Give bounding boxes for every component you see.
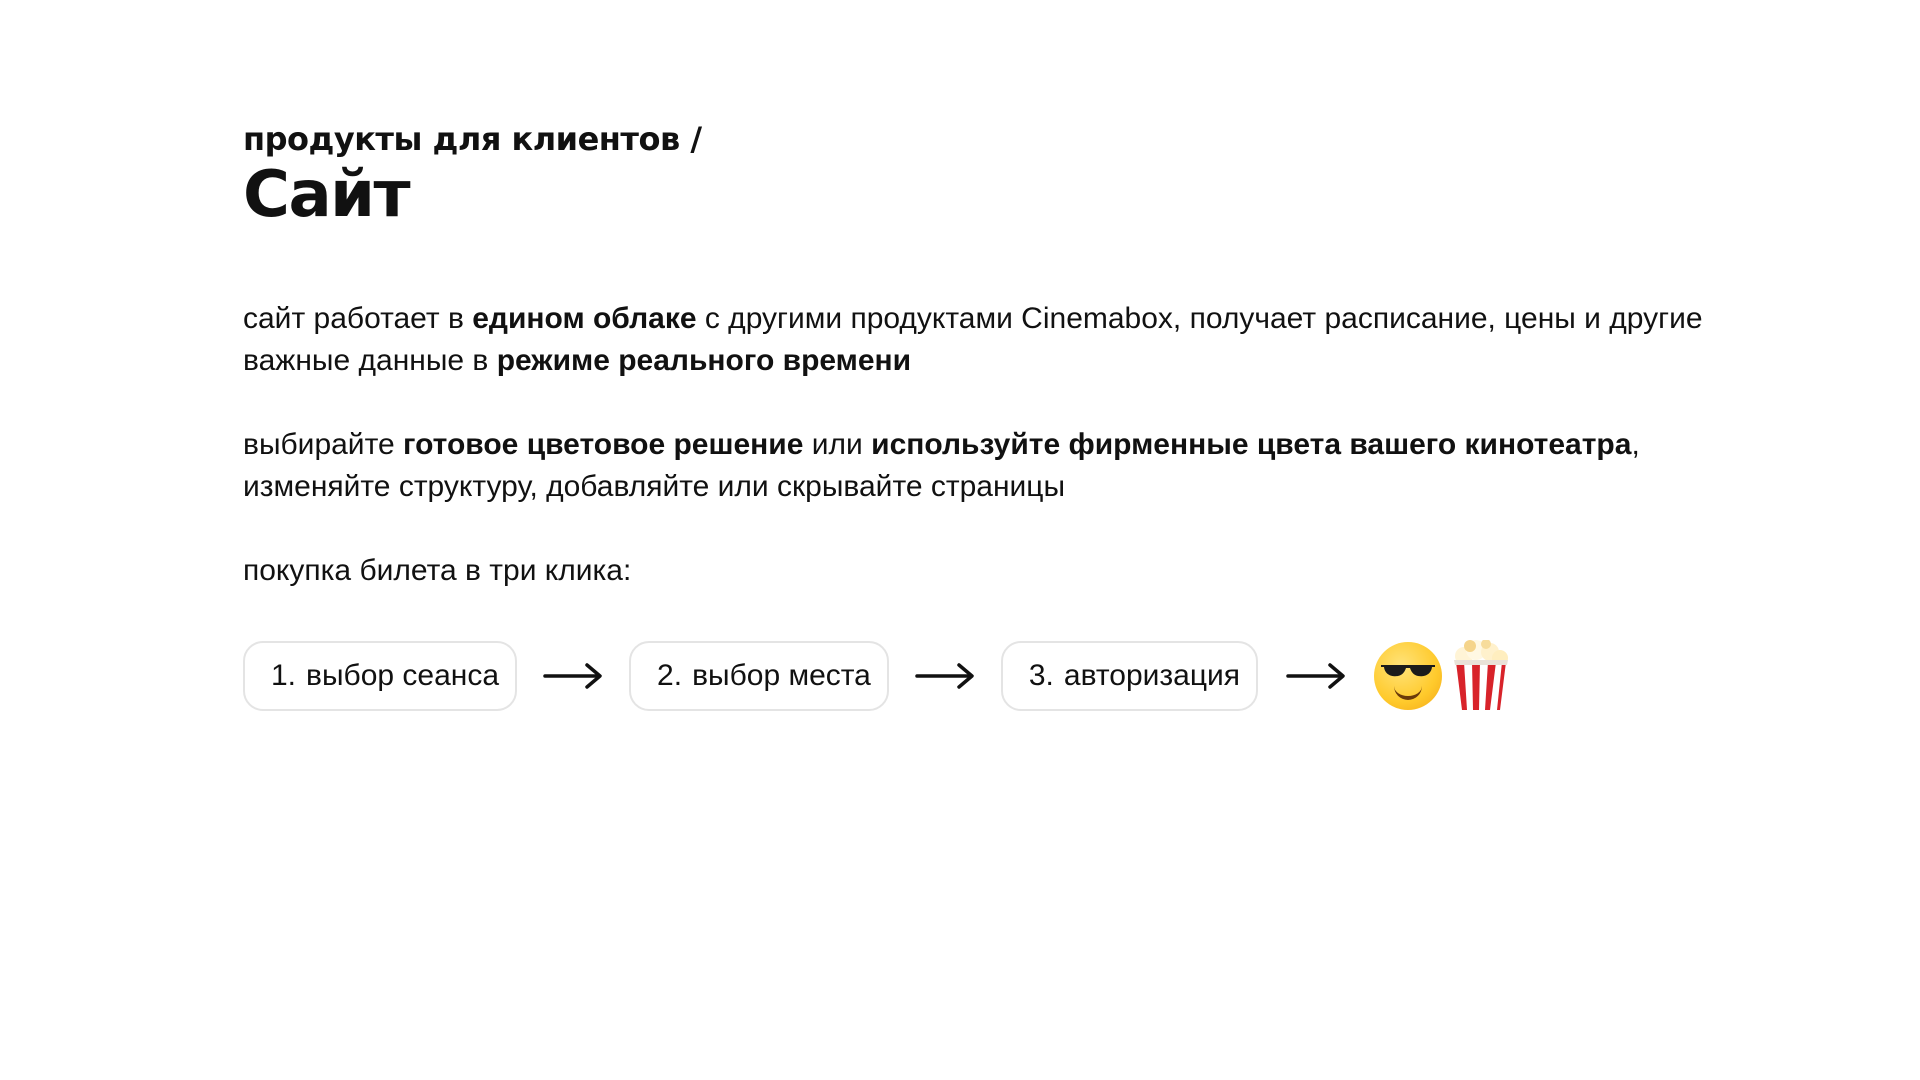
paragraph-cloud-text-1: сайт работает в (243, 302, 473, 335)
flow-step-auth (1001, 641, 1258, 711)
flow-step-number: 3. (1028, 659, 1054, 692)
flow-step-label: авторизация (1063, 659, 1241, 692)
slide-content (243, 120, 1743, 712)
paragraph-colors-text-3: , изменяйте структуру, добавляйте или скрывайте страницы (243, 428, 1640, 503)
paragraph-cloud-bold-1: едином облаке (472, 302, 697, 335)
flow-step-number: 1. (271, 659, 297, 692)
purchase-flow (243, 640, 1743, 712)
section-kicker: продукты для клиентов / (243, 120, 702, 158)
paragraph-colors-bold-1: готовое цветовое решение (403, 428, 804, 461)
flow-step-number: 2. (657, 659, 683, 692)
flow-step-label: выбор сеанса (306, 659, 500, 692)
paragraph-cloud (243, 298, 1743, 382)
popcorn-icon (1450, 640, 1512, 712)
paragraph-colors-bold-2: используйте фирменные цвета вашего кинотеатра (871, 428, 1632, 461)
paragraph-colors-text-1: выбирайте (243, 428, 403, 461)
page-title: Сайт (243, 158, 410, 232)
paragraph-colors-text-2: или (803, 428, 872, 461)
smiling-face-with-sunglasses-icon (1374, 642, 1442, 710)
arrow-right-icon (543, 661, 603, 691)
arrow-right-icon (915, 661, 975, 691)
paragraph-colors (243, 424, 1743, 508)
flow-step-seat (629, 641, 889, 711)
paragraph-cloud-bold-2: режиме реального времени (496, 344, 912, 377)
paragraph-cloud-text-2: с другими продуктами Cinemabox, получает расписание, цены и другие важные данные в (243, 302, 1703, 377)
paragraph-purchase: покупка билета в три клика: (243, 554, 632, 587)
arrow-right-icon (1286, 661, 1346, 691)
flow-step-session (243, 641, 517, 711)
flow-step-label: выбор места (692, 659, 871, 692)
